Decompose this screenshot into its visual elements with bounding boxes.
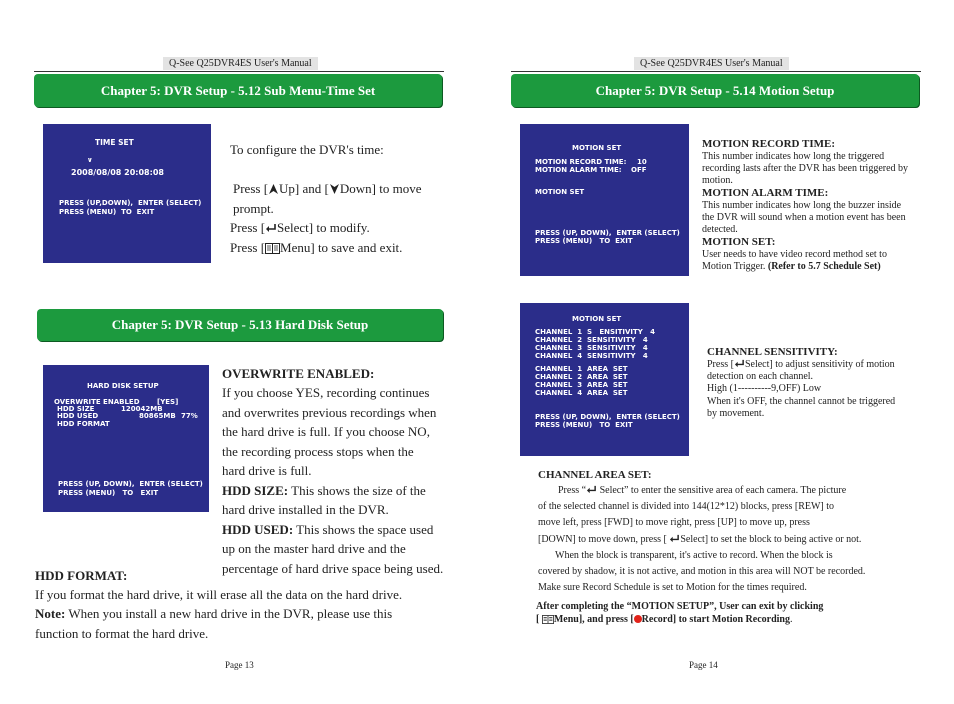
final-instruction-line-1: After completing the “MOTION SETUP”, User can exit by clicking [536,601,824,612]
motion-screen-instr-1: PRESS (UP, DOWN), ENTER (SELECT) [535,229,680,237]
hdd-format-line-3: function to format the hard drive. [35,626,209,641]
hdd-screen-size-label: HDD SIZE [57,405,95,413]
time-press-select: Press [ Select] to modify. [230,220,370,235]
motion-screen-alarm-value: OFF [631,166,647,174]
overwrite-line-3: the hard drive is full. If you choose NO, [222,424,430,439]
time-set-screen [43,124,211,263]
time-set-datetime: 2008/08/08 20:08:08 [71,168,164,177]
motion-set-line-1: User needs to have video record method set to [702,249,887,260]
channel-area-line-5: When the block is transparent, it's active to record. When the block is [555,550,833,561]
hdd-format-note: Note: When you install a new hard drive in the DVR, please use this [35,606,393,621]
channel-sensitivity-line-2: detection on each channel. [707,371,814,382]
hdd-screen-size-value: 120042MB [121,405,163,413]
menu-book-icon [265,243,280,254]
enter-icon [734,359,745,369]
motion-alarm-time-line-1: This number indicates how long the buzzer inside [702,200,902,211]
motion-screen-set-label: MOTION SET [535,188,585,196]
channel-screen-sens-1: CHANNEL 1 S ENSITIVITY 4 [535,328,656,336]
down-arrow-icon [329,183,340,195]
channel-area-line-1: Press “ Select” to enter the sensitive area of each camera. The picture [558,485,847,496]
hdd-format-heading: HDD FORMAT: [35,568,128,583]
hard-disk-setup-screen [43,365,209,512]
channel-sensitivity-line-3: High (1----------9,OFF) Low [707,383,822,394]
channel-sensitivity-line-5: by movement. [707,408,765,419]
channel-sensitivity-line-4: When it's OFF, the channel cannot be triggered [707,396,896,407]
final-instruction-line-2: [ Menu], and press [ Record] to start Motion Recording. [536,614,793,625]
right-header: Q-See Q25DVR4ES User's Manual [634,57,789,70]
hdd-used-line-2: up on the master hard drive and the [222,541,406,556]
hdd-screen-format-label: HDD FORMAT [57,420,110,428]
enter-icon [586,485,597,495]
channel-sensitivity-line-1: Press [ Select] to adjust sensitivity of motion [707,359,895,370]
chapter-banner-time-set: Chapter 5: DVR Setup - 5.12 Sub Menu-Time Set [34,74,442,107]
time-press-prompt: prompt. [233,201,274,216]
channel-area-line-4: [DOWN] to move down, press [ Select] to set the block to being active or not. [538,534,862,545]
hdd-size-line: HDD SIZE: This shows the size of the [222,483,426,498]
motion-set-screen [520,124,689,276]
motion-screen-alarm-label: MOTION ALARM TIME: [535,166,622,174]
channel-screen-area-2: CHANNEL 2 AREA SET [535,373,628,381]
channel-area-line-6: covered by shadow, it is not active, and motion in this area will NOT be recorded. [538,566,866,577]
right-header-rule [511,71,921,72]
hdd-size-line-2: hard drive installed in the DVR. [222,502,389,517]
overwrite-line-5: hard drive is full. [222,463,312,478]
record-dot-icon [634,615,642,623]
time-press-up-down: Press [ Up] and [ Down] to move [233,181,422,196]
channel-area-heading: CHANNEL AREA SET: [538,469,652,481]
chapter-banner-motion: Chapter 5: DVR Setup - 5.14 Motion Setup [511,74,919,107]
motion-screen-instr-2: PRESS (MENU) TO EXIT [535,237,633,245]
motion-record-time-line-2: recording lasts after the DVR has been triggered by [702,163,909,174]
hdd-screen-instr-1: PRESS (UP, DOWN), ENTER (SELECT) [58,480,203,488]
hdd-screen-used-pct: 77% [181,412,198,420]
hdd-format-line-1: If you format the hard drive, it will erase all the data on the hard drive. [35,587,403,602]
enter-icon [669,534,680,544]
channel-area-line-3: move left, press [FWD] to move right, press [UP] to move up, press [538,517,810,528]
overwrite-line-4: the recording process stops when the [222,444,414,459]
hdd-used-line-3: percentage of hard drive space being used. [222,561,444,576]
time-press-menu: Press [ Menu] to save and exit. [230,240,403,255]
channel-screen-area-3: CHANNEL 3 AREA SET [535,381,628,389]
hdd-screen-overwrite-label: OVERWRITE ENABLED [54,398,140,406]
channel-screen-instr-2: PRESS (MENU) TO EXIT [535,421,633,429]
hdd-screen-used-label: HDD USED [57,412,99,420]
channel-screen-sens-4: CHANNEL 4 SENSITIVITY 4 [535,352,648,360]
time-set-instr-2: PRESS (MENU) TO EXIT [59,208,155,216]
channel-area-line-2: of the selected channel is divided into 144(12*12) blocks, press [REW] to [538,501,835,512]
motion-alarm-time-heading: MOTION ALARM TIME: [702,187,829,199]
page-number-right: Page 14 [689,660,718,670]
motion-alarm-time-line-2: the DVR will sound when a motion event has been [702,212,906,223]
hdd-screen-title: HARD DISK SETUP [87,382,159,390]
overwrite-line-2: and overwrites previous recordings when [222,405,437,420]
time-set-instr-1: PRESS (UP,DOWN), ENTER (SELECT) [59,199,202,207]
motion-set-heading: MOTION SET: [702,236,776,248]
time-intro: To configure the DVR's time: [230,142,384,157]
enter-icon [265,223,277,234]
up-arrow-icon [268,183,279,195]
channel-screen-sens-2: CHANNEL 2 SENSITIVITY 4 [535,336,648,344]
motion-record-time-line-1: This number indicates how long the triggered [702,151,885,162]
channel-screen-sens-3: CHANNEL 3 SENSITIVITY 4 [535,344,648,352]
hdd-screen-used-value: 80865MB [139,412,176,420]
motion-screen-rec-value: 10 [637,158,647,166]
cursor-down-icon: ∨ [87,156,93,164]
left-header: Q-See Q25DVR4ES User's Manual [163,57,318,70]
channel-area-line-7: Make sure Record Schedule is set to Motion for the times required. [538,582,807,593]
channel-sensitivity-heading: CHANNEL SENSITIVITY: [707,346,838,358]
chapter-banner-hard-disk: Chapter 5: DVR Setup - 5.13 Hard Disk Setup [37,309,443,341]
motion-screen-rec-label: MOTION RECORD TIME: [535,158,627,166]
motion-alarm-time-line-3: detected. [702,224,738,235]
overwrite-heading: OVERWRITE ENABLED: [222,366,375,381]
hdd-used-line: HDD USED: This shows the space used [222,522,434,537]
motion-record-time-heading: MOTION RECORD TIME: [702,138,836,150]
channel-motion-set-screen [520,303,689,456]
time-set-title: TIME SET [95,138,134,147]
channel-screen-area-1: CHANNEL 1 AREA SET [535,365,628,373]
page-number-left: Page 13 [225,660,254,670]
motion-record-time-line-3: motion. [702,175,733,186]
channel-screen-area-4: CHANNEL 4 AREA SET [535,389,628,397]
left-header-rule [34,71,444,72]
channel-screen-title: MOTION SET [572,315,622,323]
hdd-screen-overwrite-value: [YES] [157,398,179,406]
overwrite-line-1: If you choose YES, recording continues [222,385,430,400]
motion-screen-title: MOTION SET [572,144,622,152]
menu-book-icon [542,615,554,624]
motion-set-line-2: Motion Trigger. (Refer to 5.7 Schedule Set) [702,261,881,272]
channel-screen-instr-1: PRESS (UP, DOWN), ENTER (SELECT) [535,413,680,421]
hdd-screen-instr-2: PRESS (MENU) TO EXIT [58,489,159,497]
